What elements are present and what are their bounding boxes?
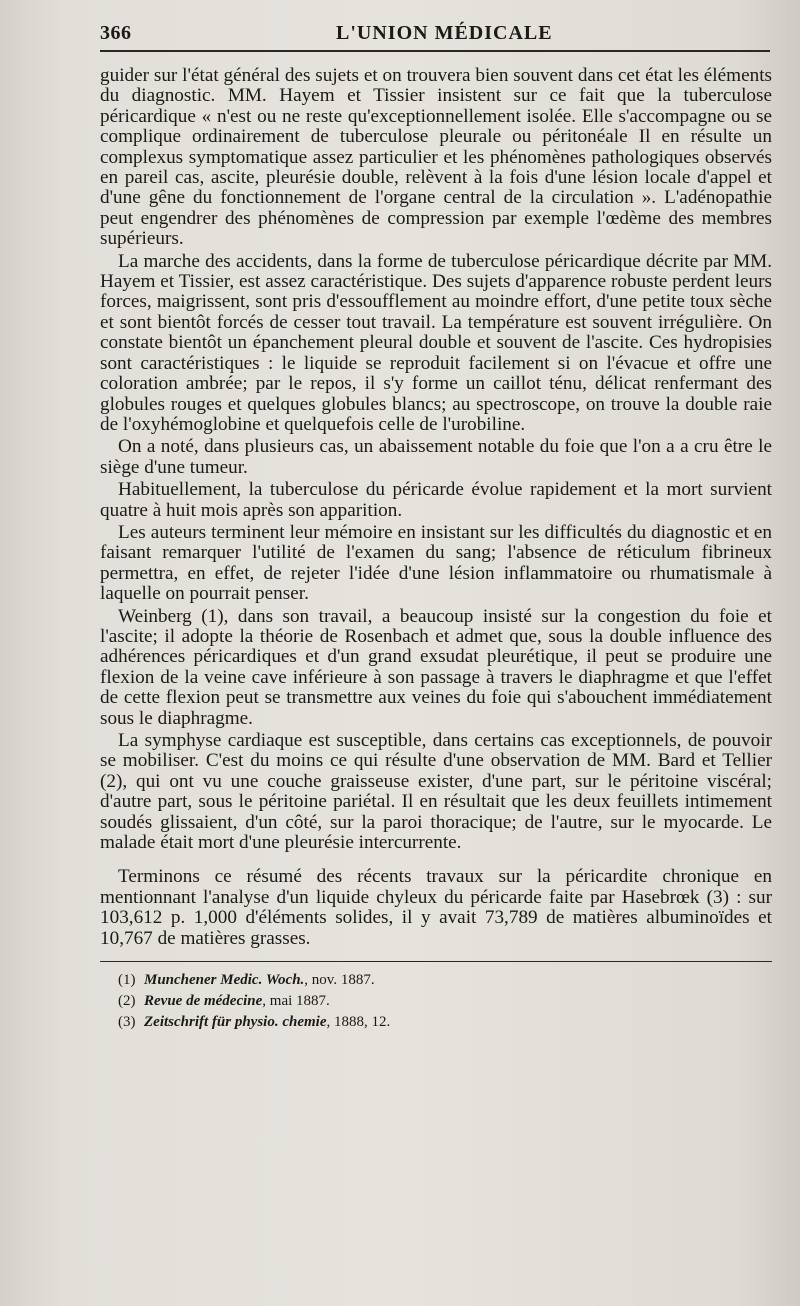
footnote-number: (2) — [118, 993, 136, 1010]
paragraph: La symphyse cardiaque est susceptible, dans certains cas exceptionnels, de pouvoir se mobiliser. C'est du moins ce qui résulte d'une observation de MM. Bard et Tellier (2), qui ont vu une couche graisseuse exister, d'une part, sur le péritoine viscéral; d'autre part, sous le péritoine pariétal. Il en résultait que les deux feuillets intimement soudés glissaient, d'un côté, sur la paroi thoracique; de l'autre, sur le myocarde. Le malade était mort d'une pleurésie intercurrente. — [100, 730, 772, 854]
footnote-detail: , nov. 1887. — [304, 972, 375, 989]
paragraph: Weinberg (1), dans son travail, a beaucoup insisté sur la congestion du foie et l'ascite; il adopte la théorie de Rosenbach et admet que, sous la double influence des adhérences péricardiques et d'un grand exsudat pleurétique, il peut se produire une flexion de la veine cave inférieure à son passage à travers le diaphragme et que l'effet de cette flexion peut se transmettre aux veines du foie qui s'abouchent immédiatement sous le diaphragme. — [100, 605, 772, 729]
running-title: L'UNION MÉDICALE — [336, 22, 553, 44]
page-number: 366 — [100, 22, 132, 44]
paragraph: Les auteurs terminent leur mémoire en insistant sur les difficultés du diagnostic et en faisant remarquer l'utilité de l'examen du sang; l'absence de réticulum fibrineux permettra, en effet, de rejeter l'idée d'une lésion inflammatoire ou rhumatismale à laquelle on pourrait penser. — [100, 521, 772, 605]
footnote-source: Revue de médecine — [144, 993, 263, 1010]
paragraph: Terminons ce résumé des récents travaux sur la péricardite chronique en mentionnant l'analyse d'un liquide chyleux du péricarde faite par Hasebrœk (3) : sur 103,612 p. 1,000 d'éléments solides, il y avait 73,789 de matières albuminoïdes et 10,767 de matières grasses. — [100, 866, 772, 949]
footnote-number: (3) — [118, 1014, 136, 1031]
footnote — [118, 991, 770, 1012]
footnotes — [100, 970, 770, 1033]
article-body — [100, 66, 772, 949]
footnote-divider — [100, 961, 772, 962]
footnote-source: Zeitschrift für physio. chemie — [144, 1014, 327, 1031]
footnote-detail: , mai 1887. — [262, 993, 330, 1010]
footnote — [118, 1012, 770, 1033]
paragraph: Habituellement, la tuberculose du péricarde évolue rapidement et la mort survient quatre à huit mois après son apparition. — [100, 479, 772, 521]
footnote — [118, 970, 770, 991]
footnote-source: Munchener Medic. Woch. — [144, 972, 305, 989]
footnote-number: (1) — [118, 972, 136, 989]
paragraph: guider sur l'état général des sujets et on trouvera bien souvent dans cet état les éléments du diagnostic. MM. Hayem et Tissier insistent sur ce fait que la tuberculose péricardique « n'est ou ne reste qu'exceptionnellement isolée. Elle s'accompagne ou se complique ordinairement de tuberculose pleurale ou péritonéale Il en résulte un complexus symptomatique assez particulier et les phénomènes pathologiques observés en pareil cas, ascite, pleurésie double, relèvent à la fois d'une lésion locale d'appel et d'une gêne du fonctionnement de l'organe central de la circulation ». L'adénopathie peut engendrer des phénomènes de compression par exemple l'œdème des membres supérieurs. — [100, 65, 772, 250]
paragraph: On a noté, dans plusieurs cas, un abaissement notable du foie que l'on a a cru être le siège d'une tumeur. — [100, 436, 772, 478]
paragraph: La marche des accidents, dans la forme de tuberculose péricardique décrite par MM. Hayem et Tissier, est assez caractéristique. Des sujets d'apparence robuste perdent leurs forces, maigrissent, sont pris d'essoufflement au moindre effort, d'une petite toux sèche et sont bientôt forcés de cesser tout travail. La température est souvent irrégulière. On constate bientôt un épanchement pleural double et souvent de l'ascite. Ces hydropisies sont caractéristiques : le liquide se reproduit facilement si on l'évacue et offre une coloration ambrée; par le repos, il s'y forme un caillot ténu, délicat renfermant des globules rouges et quelques globules blancs; au spectroscope, on trouve la double raie de l'oxyhémoglobine et quelquefois celle de l'urobiline. — [100, 250, 772, 435]
footnote-detail: , 1888, 12. — [326, 1014, 391, 1031]
page-header — [100, 20, 770, 52]
